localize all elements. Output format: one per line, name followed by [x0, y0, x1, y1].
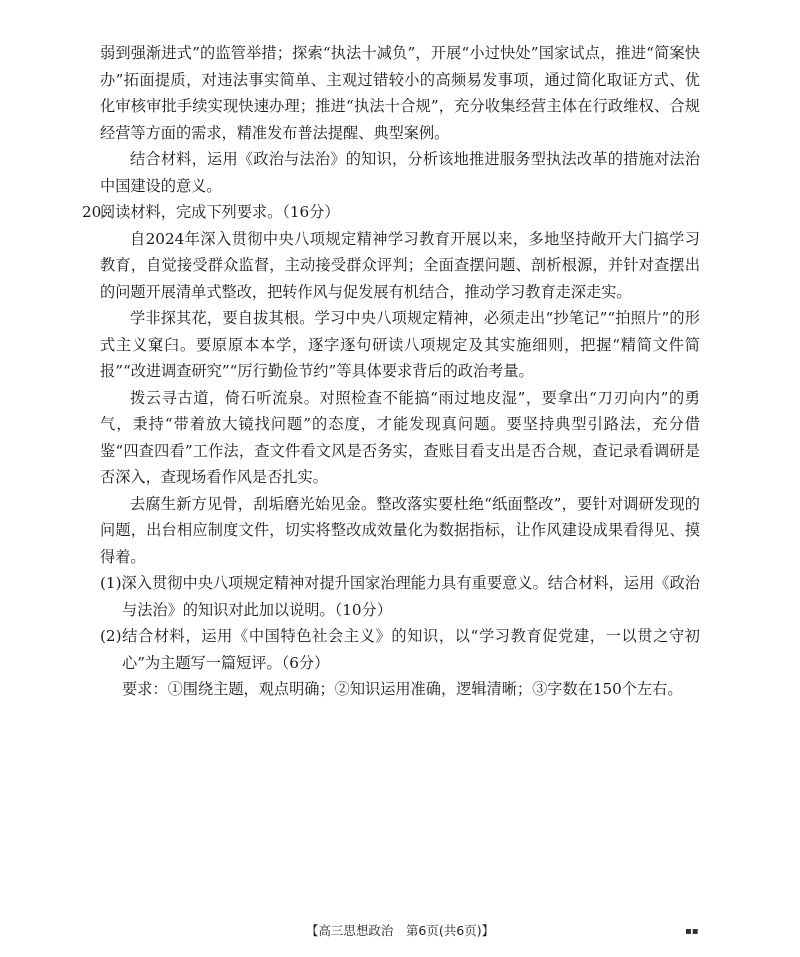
q20-material-paragraph-4: 去腐生新方见骨，刮垢磨光始见金。整改落实要杜绝“纸面整改”，要针对调研发现的问题，出台相应制度文件，切实将整改成效量化为数据指标，让作风建设成果看得见、摸得着。 — [100, 494, 700, 566]
continued-material-paragraph: 弱到强渐进式”的监管举措；探索“执法十减负”，开展“小过快处”国家试点，推进“简案快办”拓面提质，对违法事实简单、主观过错较小的高频易发事项，通过简化取证方式、优化审核审批手续实现快速办理；推进“执法十合规”，充分收集经营主体在行政维权、合规经营等方面的需求，精准发布普法提醒、典型案例。 — [100, 44, 700, 142]
q20-sub-question-2: (2)结合材料，运用《中国特色社会主义》的知识，以“学习教育促党建，一以贯之守初心”为主题写一篇短评。（6分） — [100, 627, 700, 672]
q20-requirements: 要求：①围绕主题，观点明确；②知识运用准确，逻辑清晰；③字数在150个左右。 — [122, 680, 683, 698]
q20-heading-row — [82, 199, 700, 226]
q20-number: 20. — [82, 203, 107, 221]
q20-sub-question-1: (1)深入贯彻中央八项规定精神对提升国家治理能力具有重要意义。结合材料，运用《政治与法治》的知识对此加以说明。（10分） — [100, 574, 700, 619]
page-content — [82, 40, 700, 703]
q19-task: 结合材料，运用《政治与法治》的知识，分析该地推进服务型执法改革的措施对法治中国建设的意义。 — [100, 150, 700, 195]
q20-material-paragraph-3: 拨云寻古道，倚石听流泉。对照检查不能搞“雨过地皮湿”，要拿出“刀刃向内”的勇气，秉持“带着放大镜找问题”的态度，才能发现真问题。要坚持典型引路法，充分借鉴“四查四看”工作法，查文件看文风是否务实，查账目看支出是否合规，查记录看调研是否深入，查现场看作风是否扎实。 — [100, 388, 700, 486]
q20-heading: 阅读材料，完成下列要求。（16分） — [100, 203, 340, 221]
q20-material-paragraph-2: 学非探其花，要自拔其根。学习中央八项规定精神，必须走出“抄笔记”“拍照片”的形式主义窠臼。要原原本本学，逐字逐句研读八项规定及其实施细则，把握“精简文件简报”“改进调查研究”“厉行勤俭节约”等具体要求背后的政治考量。 — [100, 309, 700, 380]
q20-material-paragraph-1: 自2024年深入贯彻中央八项规定精神学习教育开展以来，多地坚持敞开大门搞学习教育，自觉接受群众监督，主动接受群众评判；全面查摆问题、剖析根源，并针对查摆出的问题开展清单式整改，把转作风与促发展有机结合，推动学习教育走深走实。 — [100, 229, 700, 301]
corner-mark: ▪▪ — [685, 926, 699, 937]
page-footer: 【高三思想政治 第6页(共6页)】 — [305, 923, 495, 938]
